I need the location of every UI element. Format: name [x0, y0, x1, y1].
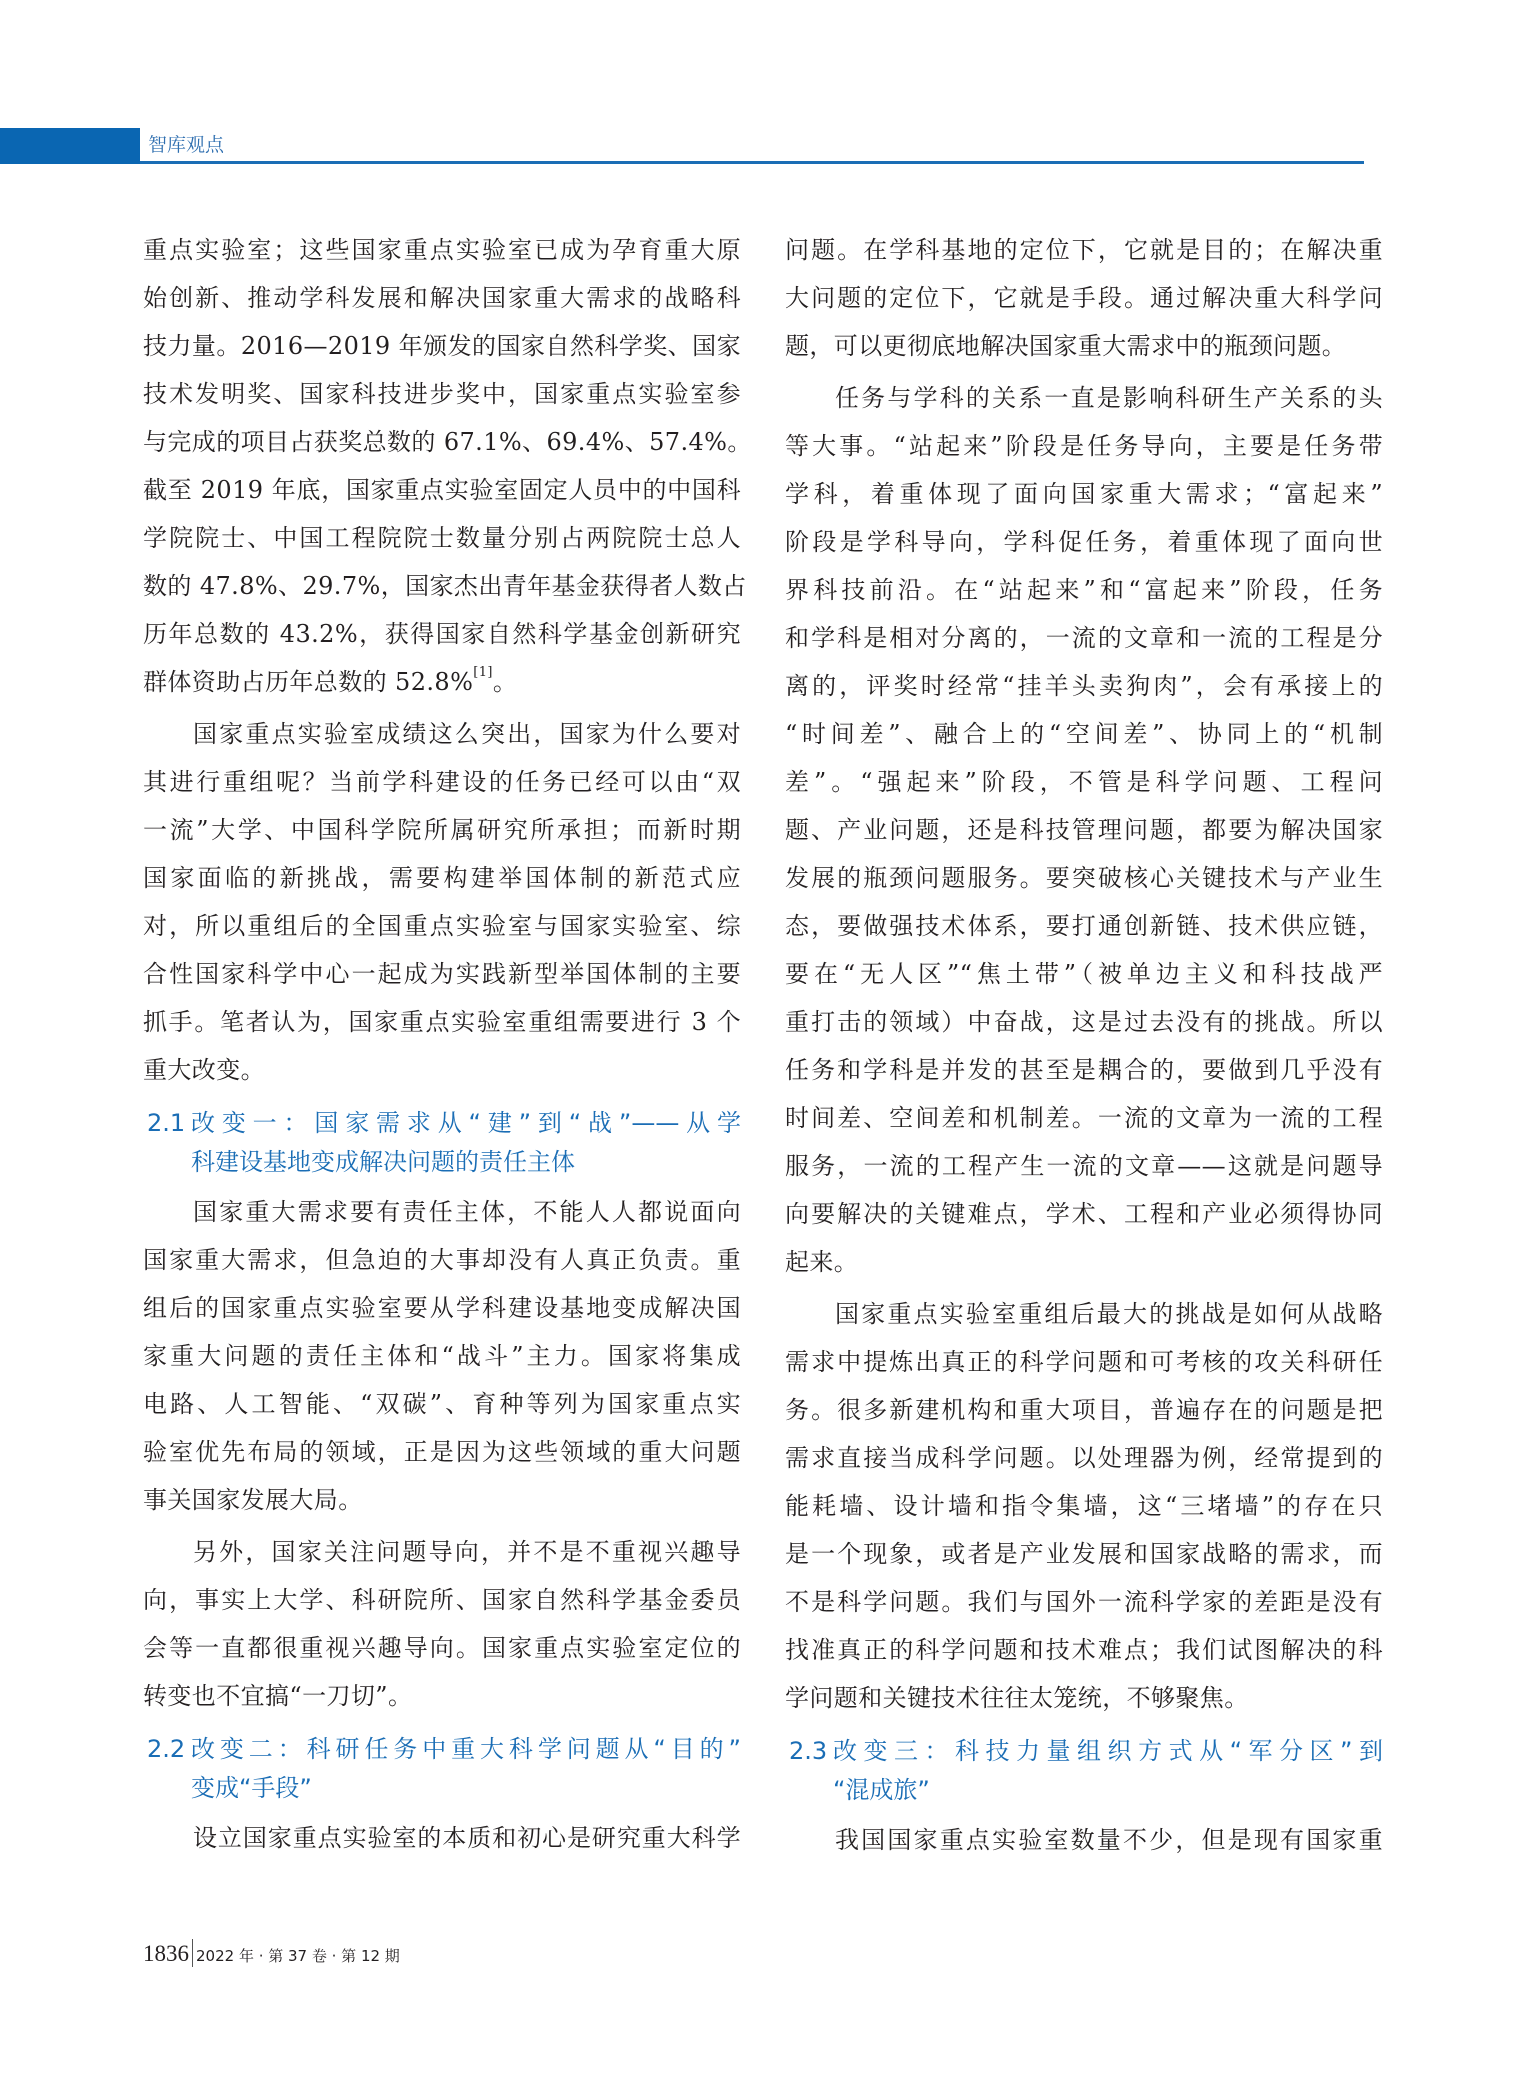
line-text: 学院院士、中国工程院院士数量分别占两院院士总人: [143, 524, 741, 552]
line-text: 找准真正的科学问题和技术难点；我们试图解决的科: [785, 1636, 1383, 1664]
paragraph: [143, 226, 752, 706]
heading-line: [143, 1104, 741, 1143]
line-text: 国家重大需求要有责任主体，不能人人都说面向: [193, 1198, 741, 1226]
text-line: [143, 1428, 741, 1476]
text-line: [143, 514, 741, 562]
section-heading-2-2: [143, 1730, 741, 1808]
text-line: [785, 758, 1383, 806]
line-text: “时间差”、融合上的“空间差”、协同上的“机制: [785, 720, 1383, 748]
heading-line: [785, 1771, 1383, 1810]
text-line: [785, 518, 1383, 566]
line-text: 转变也不宜搞“一刀切”。: [143, 1682, 413, 1710]
text-line: [143, 226, 741, 274]
paragraph: [785, 374, 1383, 1286]
line-text: 和学科是相对分离的，一流的文章和一流的工程是分: [785, 624, 1383, 652]
text-line: [785, 1674, 1383, 1722]
line-text: 技力量。2016—2019 年颁发的国家自然科学奖、国家: [143, 332, 741, 360]
heading-text: “混成旅”: [833, 1776, 930, 1804]
line-text: 家重大问题的责任主体和“战斗”主力。国家将集成: [143, 1342, 741, 1370]
text-line: [143, 1284, 741, 1332]
line-text: 服务，一流的工程产生一流的文章——这就是问题导: [785, 1152, 1383, 1180]
text-line: [143, 274, 741, 322]
line-text: 国家重点实验室重组后最大的挑战是如何从战略: [835, 1300, 1383, 1328]
text-line: [785, 1290, 1383, 1338]
citation-ref[interactable]: [1]: [473, 665, 493, 680]
text-line: [785, 806, 1383, 854]
text-line: [785, 1578, 1383, 1626]
line-text: 学科，着重体现了面向国家重大需求；“富起来”: [785, 480, 1383, 508]
line-text: 另外，国家关注问题导向，并不是不重视兴趣导: [193, 1538, 741, 1566]
sentence-end: 。: [492, 668, 518, 696]
line-text: 发展的瓶颈问题服务。要突破核心关键技术与产业生: [785, 864, 1383, 892]
text-line: [785, 1046, 1383, 1094]
line-text: 重大改变。: [143, 1056, 265, 1084]
line-text: 会等一直都很重视兴趣导向。国家重点实验室定位的: [143, 1634, 741, 1662]
text-line: [143, 1380, 741, 1428]
line-text: 事关国家发展大局。: [143, 1486, 363, 1514]
line-text: 题、产业问题，还是科技管理问题，都要为解决国家: [785, 816, 1383, 844]
text-line: [143, 902, 741, 950]
text-line: [143, 758, 741, 806]
line-text: 电路、人工智能、“双碳”、育种等列为国家重点实: [143, 1390, 741, 1418]
line-text: 对，所以重组后的全国重点实验室与国家实验室、综: [143, 912, 741, 940]
text-line: [143, 710, 741, 758]
line-text: 其进行重组呢？当前学科建设的任务已经可以由“双: [143, 768, 741, 796]
text-line: [785, 998, 1383, 1046]
text-line: [143, 322, 741, 370]
text-line: [785, 1482, 1383, 1530]
page-number: 1836: [143, 1941, 189, 1966]
text-line: [785, 614, 1383, 662]
line-text: 国家面临的新挑战，需要构建举国体制的新范式应: [143, 864, 741, 892]
line-text: 历年总数的 43.2%，获得国家自然科学基金创新研究: [143, 620, 741, 648]
section-title: 智库观点: [148, 134, 225, 156]
text-line: [143, 1814, 741, 1862]
line-text: 向，事实上大学、科研院所、国家自然科学基金委员: [143, 1586, 741, 1614]
paragraph: [785, 1816, 1383, 1864]
line-text: 需求直接当成科学问题。以处理器为例，经常提到的: [785, 1444, 1383, 1472]
right-column: [785, 226, 1383, 1864]
text-line: [785, 1190, 1383, 1238]
text-line: [143, 1332, 741, 1380]
text-line: [143, 1624, 741, 1672]
heading-number: 2.2: [147, 1735, 186, 1763]
text-line: [143, 854, 741, 902]
line-text: 国家重点实验室成绩这么突出，国家为什么要对: [193, 720, 741, 748]
line-text: 态，要做强技术体系，要打通创新链、技术供应链，: [785, 912, 1383, 940]
text-line: [785, 1626, 1383, 1674]
line-text: 题，可以更彻底地解决国家重大需求中的瓶颈问题。: [785, 332, 1347, 360]
text-line: [143, 610, 741, 658]
text-line: [785, 1238, 1383, 1286]
heading-line: [143, 1730, 741, 1769]
text-line: [785, 374, 1383, 422]
text-line: [143, 998, 741, 1046]
heading-line: [143, 1143, 741, 1182]
paragraph: [785, 1290, 1383, 1722]
line-text: 重点实验室；这些国家重点实验室已成为孕育重大原: [143, 236, 741, 264]
text-line: [785, 322, 1383, 370]
text-line: [785, 854, 1383, 902]
text-line: [785, 1530, 1383, 1578]
line-text: 起来。: [785, 1248, 859, 1276]
line-text: 大问题的定位下，它就是手段。通过解决重大科学问: [785, 284, 1383, 312]
paragraph: [143, 710, 741, 1094]
line-text: 合性国家科学中心一起成为实践新型举国体制的主要: [143, 960, 741, 988]
section-heading-2-3: [785, 1732, 1383, 1810]
text-line: [143, 418, 752, 466]
text-line: [143, 562, 747, 610]
line-text: 截至 2019 年底，国家重点实验室固定人员中的中国科: [143, 476, 741, 504]
text-line: [785, 1386, 1383, 1434]
issue-info: 2022 年 · 第 37 卷 · 第 12 期: [196, 1947, 400, 1965]
line-text: 学问题和关键技术往往太笼统，不够聚焦。: [785, 1684, 1249, 1712]
text-line: [785, 1434, 1383, 1482]
section-accent-bar: [0, 128, 140, 164]
heading-number: 2.1: [147, 1109, 186, 1137]
paragraph: [143, 1814, 741, 1862]
line-text: 组后的国家重点实验室要从学科建设基地变成解决国: [143, 1294, 741, 1322]
line-text: 是一个现象，或者是产业发展和国家战略的需求，而: [785, 1540, 1383, 1568]
line-text: 国家重大需求，但急迫的大事却没有人真正负责。重: [143, 1246, 741, 1274]
line-text: 抓手。笔者认为，国家重点实验室重组需要进行 3 个: [143, 1008, 741, 1036]
line-text: 任务与学科的关系一直是影响科研生产关系的头: [835, 384, 1383, 412]
line-text: 等大事。“站起来”阶段是任务导向，主要是任务带: [785, 432, 1383, 460]
line-text: 技术发明奖、国家科技进步奖中，国家重点实验室参: [143, 380, 741, 408]
line-text: 我国国家重点实验室数量不少，但是现有国家重: [835, 1826, 1383, 1854]
heading-text: 改变三：科技力量组织方式从“军分区”到: [833, 1737, 1383, 1765]
text-line: [785, 1142, 1383, 1190]
line-text: 不是科学问题。我们与国外一流科学家的差距是没有: [785, 1588, 1383, 1616]
line-text: 要在“无人区”“焦土带”（被单边主义和科技战严: [785, 960, 1383, 988]
text-line: [143, 1188, 741, 1236]
line-text: 设立国家重点实验室的本质和初心是研究重大科学: [193, 1824, 741, 1852]
text-line: [785, 1816, 1383, 1864]
text-line: [143, 1046, 741, 1094]
line-text: 与完成的项目占获奖总数的 67.1%、69.4%、57.4%。: [143, 428, 752, 456]
heading-text: 变成“手段”: [191, 1774, 312, 1802]
text-line: [785, 226, 1383, 274]
heading-text: 改变二：科研任务中重大科学问题从“目的”: [191, 1735, 741, 1763]
line-text: 务。很多新建机构和重大项目，普遍存在的问题是把: [785, 1396, 1383, 1424]
text-line: [785, 902, 1383, 950]
text-line: [143, 806, 741, 854]
text-line: [143, 1476, 741, 1524]
page-footer: [143, 1937, 400, 1967]
line-text: 界科技前沿。在“站起来”和“富起来”阶段，任务: [785, 576, 1383, 604]
text-line: [785, 1094, 1383, 1142]
line-text: 始创新、推动学科发展和解决国家重大需求的战略科: [143, 284, 741, 312]
text-line: [143, 1672, 741, 1720]
text-line: [143, 1576, 741, 1624]
line-text: 一流”大学、中国科学院所属研究所承担；而新时期: [143, 816, 741, 844]
heading-number: 2.3: [789, 1737, 828, 1765]
paragraph: [143, 1188, 741, 1524]
text-line: [143, 466, 741, 514]
text-line: [785, 710, 1383, 758]
line-text: 向要解决的关键难点，学术、工程和产业必须得协同: [785, 1200, 1383, 1228]
text-line: [143, 950, 741, 998]
footer-divider: [192, 1939, 193, 1967]
header-rule: [140, 161, 1364, 164]
line-text: 群体资助占历年总数的 52.8%: [143, 668, 474, 696]
line-text: 离的，评奖时经常“挂羊头卖狗肉”，会有承接上的: [785, 672, 1383, 700]
text-line: [785, 274, 1383, 322]
text-line: [785, 470, 1383, 518]
line-text: 能耗墙、设计墙和指令集墙，这“三堵墙”的存在只: [785, 1492, 1383, 1520]
text-line: [143, 370, 741, 418]
line-text: 时间差、空间差和机制差。一流的文章为一流的工程: [785, 1104, 1383, 1132]
text-line: [143, 658, 741, 706]
line-text: 需求中提炼出真正的科学问题和可考核的攻关科研任: [785, 1348, 1383, 1376]
heading-line: [785, 1732, 1383, 1771]
paragraph: [785, 226, 1383, 370]
text-line: [143, 1528, 741, 1576]
line-text: 数的 47.8%、29.7%，国家杰出青年基金获得者人数占: [143, 572, 747, 600]
heading-text: 改变一：国家需求从“建”到“战”——从学: [191, 1109, 741, 1137]
line-text: 差”。“强起来”阶段，不管是科学问题、工程问: [785, 768, 1383, 796]
heading-text: 科建设基地变成解决问题的责任主体: [191, 1148, 575, 1176]
text-line: [785, 422, 1383, 470]
paragraph: [143, 1528, 741, 1720]
text-line: [785, 662, 1383, 710]
left-column: [143, 226, 752, 1862]
line-text: 问题。在学科基地的定位下，它就是目的；在解决重: [785, 236, 1383, 264]
line-text: 任务和学科是并发的甚至是耦合的，要做到几乎没有: [785, 1056, 1383, 1084]
line-text: 重打击的领域）中奋战，这是过去没有的挑战。所以: [785, 1008, 1383, 1036]
text-line: [143, 1236, 741, 1284]
text-line: [785, 950, 1383, 998]
section-heading-2-1: [143, 1104, 741, 1182]
text-line: [785, 566, 1383, 614]
line-text: 阶段是学科导向，学科促任务，着重体现了面向世: [785, 528, 1383, 556]
text-line: [785, 1338, 1383, 1386]
heading-line: [143, 1769, 741, 1808]
line-text: 验室优先布局的领域，正是因为这些领域的重大问题: [143, 1438, 741, 1466]
